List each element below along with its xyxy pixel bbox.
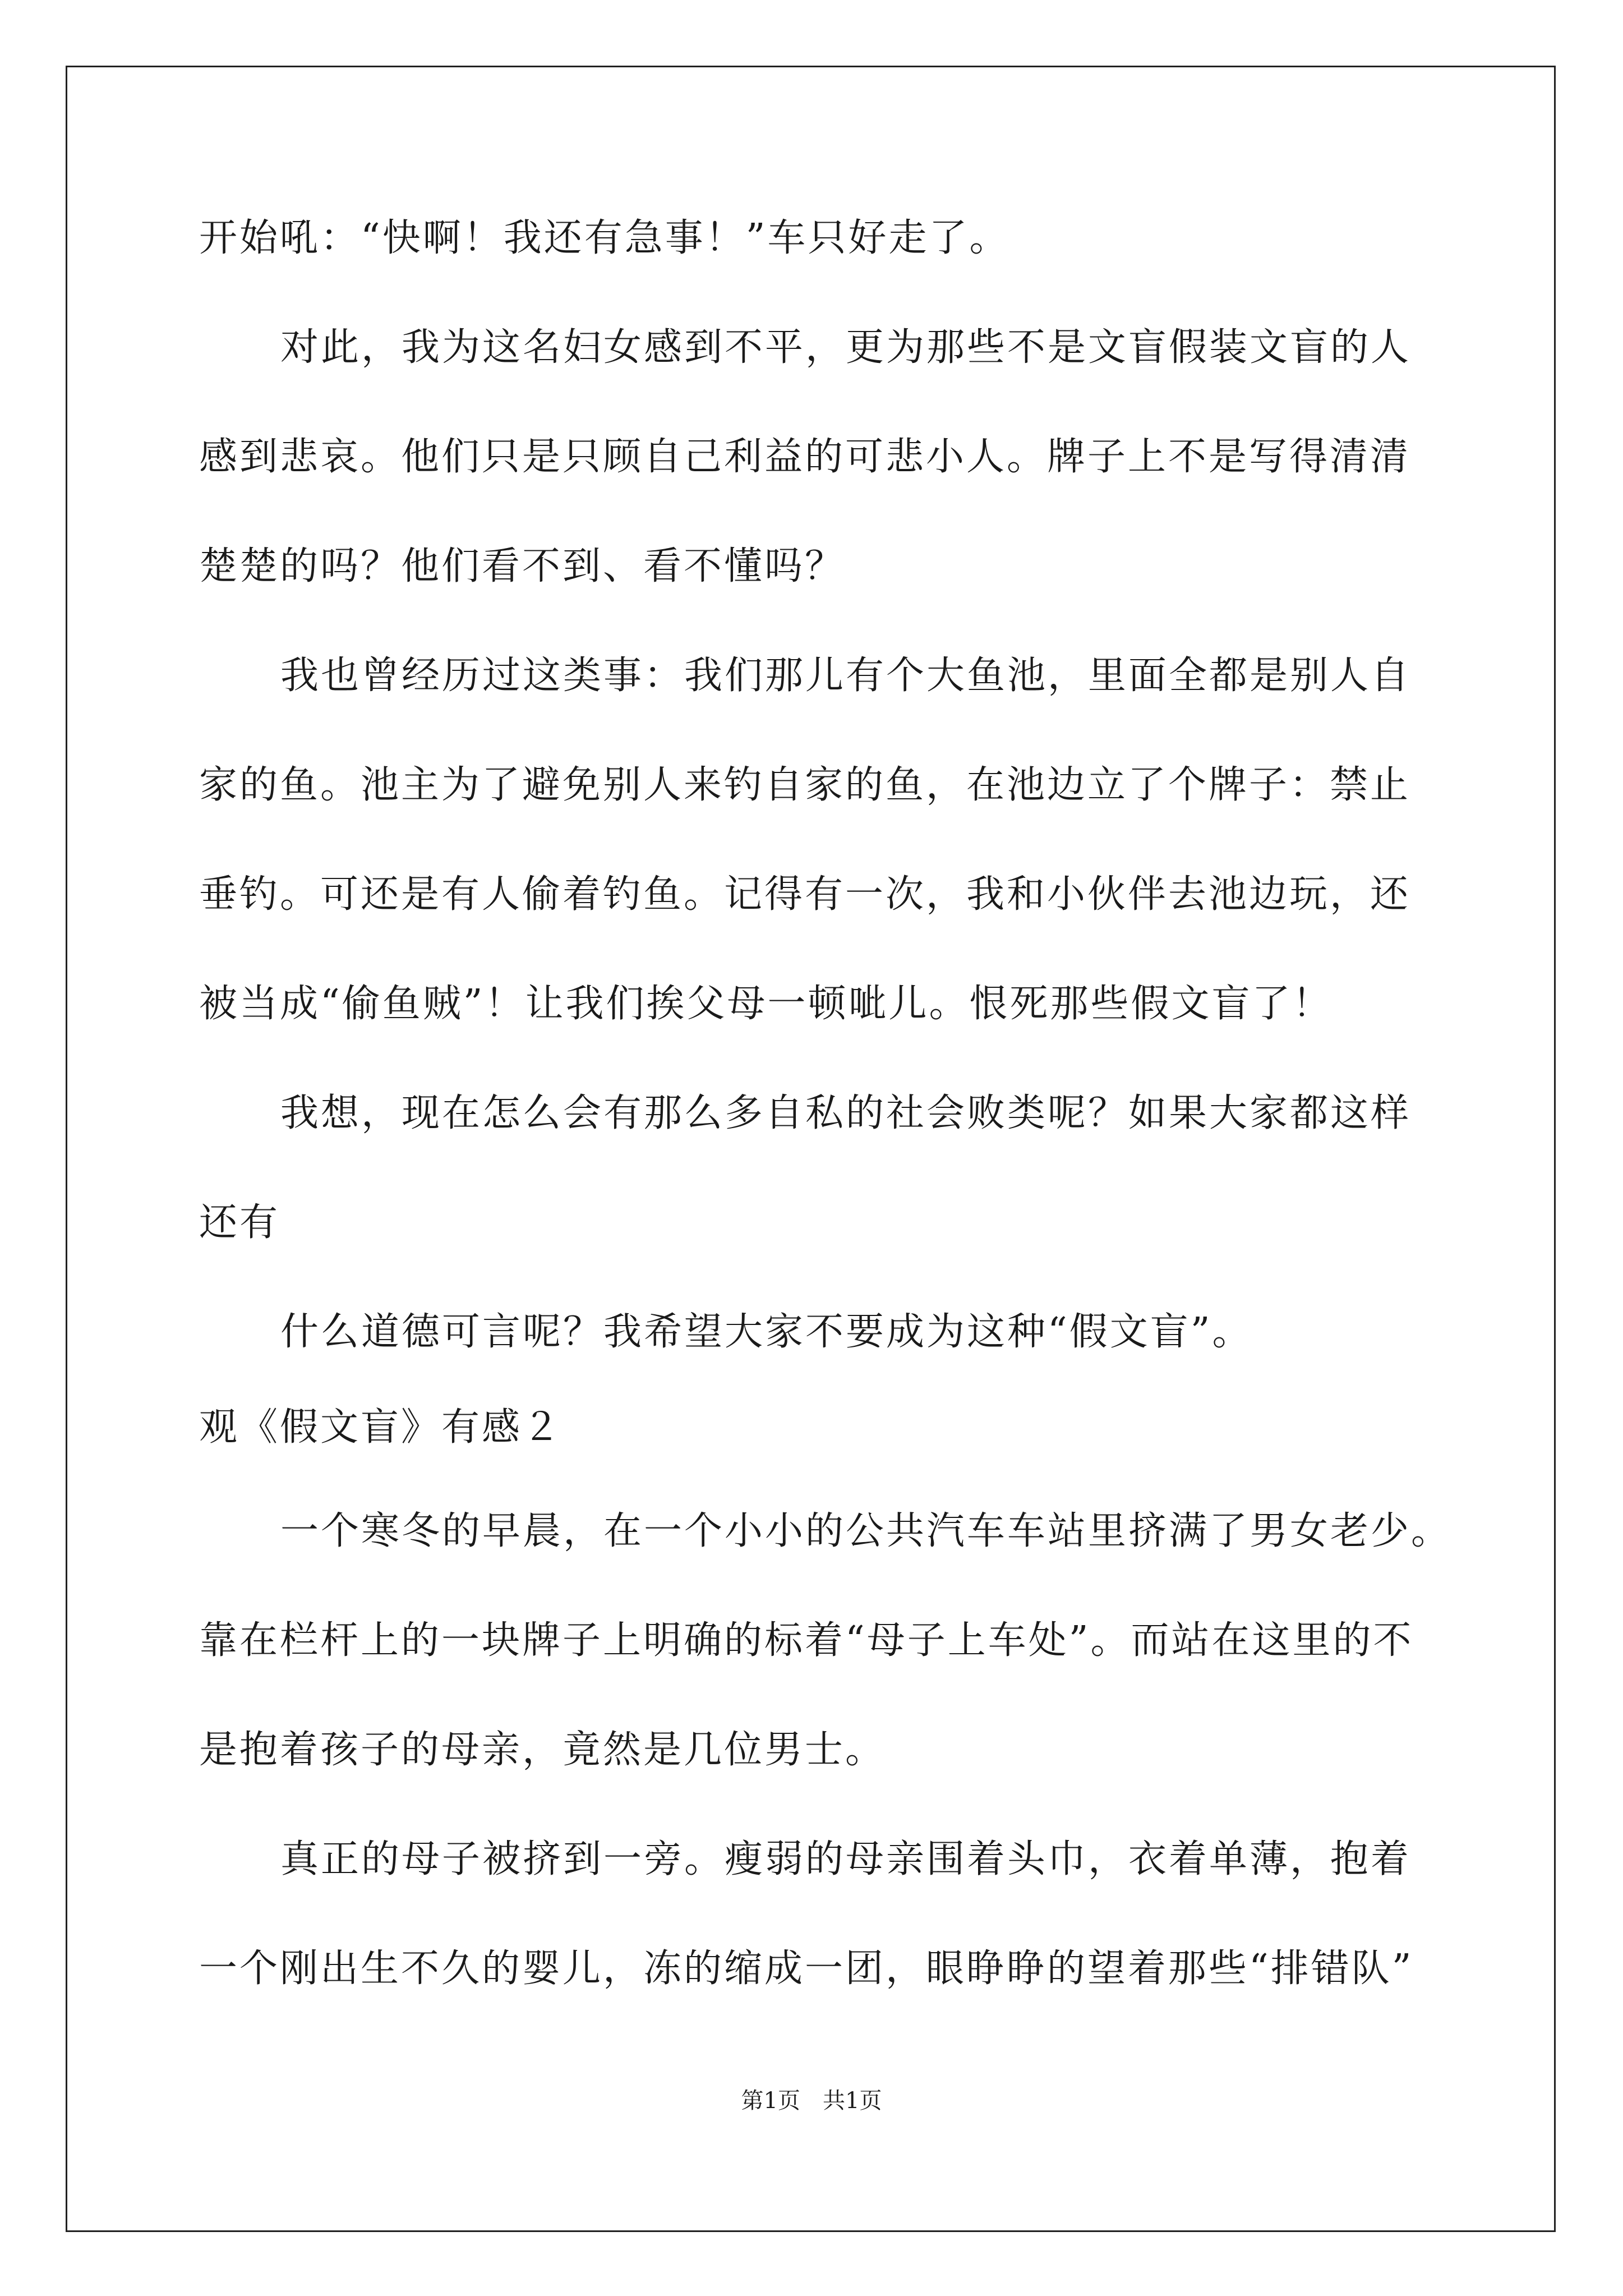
text-line: 是抱着孩子的母亲，竟然是几位男士。 (199, 1728, 886, 1772)
text-line: 家的鱼。池主为了避免别人来钓自家的鱼，在池边立了个牌子：禁止 (199, 763, 1411, 807)
text-line: 垂钓。可还是有人偷着钓鱼。记得有一次，我和小伙伴去池边玩，还 (199, 872, 1411, 917)
paragraph-start: 一个寒冬的早晨，在一个小小的公共汽车车站里挤满了男女老少。 (280, 1509, 1452, 1553)
text-line: 靠在栏杆上的一块牌子上明确的标着“母子上车处”。而站在这里的不 (199, 1618, 1414, 1663)
text-line: 感到悲哀。他们只是只顾自己利益的可悲小人。牌子上不是写得清清 (199, 435, 1411, 479)
paragraph-start: 我也曾经历过这类事：我们那儿有个大鱼池，里面全都是别人自 (280, 654, 1412, 698)
paragraph-start: 对此，我为这名妇女感到不平，更为那些不是文盲假装文盲的人 (280, 325, 1412, 370)
paragraph-start: 我想，现在怎么会有那么多自私的社会败类呢？如果大家都这样 (280, 1091, 1412, 1135)
page-footer: 第1页 共1页 (741, 2088, 882, 2114)
text-line: 一个刚出生不久的婴儿，冻的缩成一团，眼睁睁的望着那些“排错队” (199, 1947, 1414, 1991)
text-line: 开始吼：“快啊！我还有急事！”车只好走了。 (199, 216, 1010, 260)
section-heading: 观《假文盲》有感２ (199, 1405, 563, 1450)
page-border (66, 66, 1556, 2232)
paragraph-start: 什么道德可言呢？我希望大家不要成为这种“假文盲”。 (280, 1310, 1253, 1354)
text-line: 楚楚的吗？他们看不到、看不懂吗？ (199, 544, 846, 588)
text-line: 还有 (199, 1200, 280, 1245)
paragraph-start: 真正的母子被挤到一旁。瘦弱的母亲围着头巾，衣着单薄，抱着 (280, 1837, 1412, 1881)
text-line: 被当成“偷鱼贼”！让我们挨父母一顿呲儿。恨死那些假文盲了！ (199, 982, 1333, 1026)
